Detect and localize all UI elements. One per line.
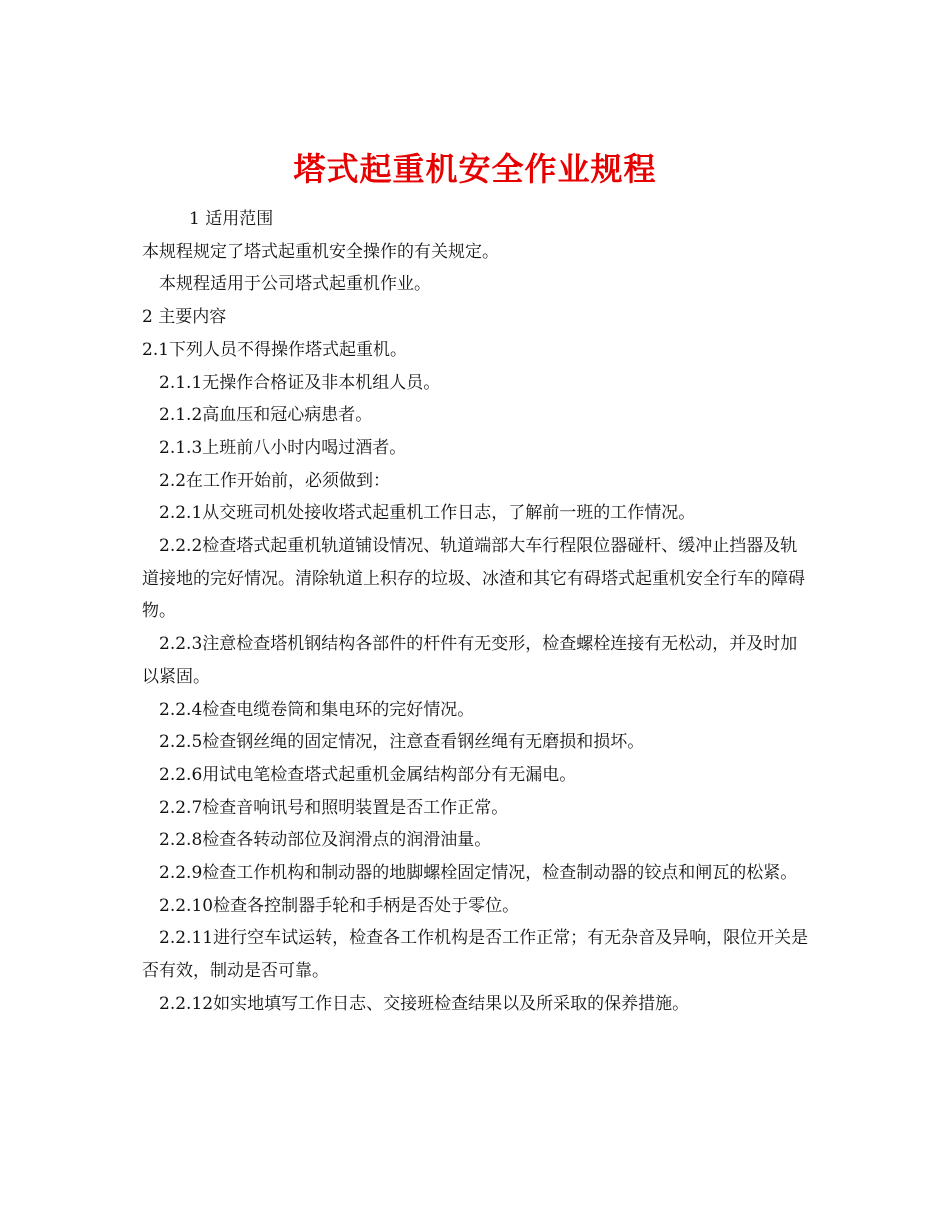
paragraph: 2.2.11进行空车试运转，检查各工作机构是否工作正常；有无杂音及异响，限位开关是否有效，制动是否可靠。: [142, 928, 809, 982]
section-heading-scope: 1 适用范围: [189, 209, 274, 229]
paragraph: 2.2.6用试电笔检查塔式起重机金属结构部分有无漏电。: [159, 764, 577, 785]
paragraph: 2.1下列人员不得操作塔式起重机。: [142, 339, 408, 360]
paragraph: 2.1.3上班前八小时内喝过酒者。: [159, 437, 407, 458]
paragraph: 2.2.7检查音响讯号和照明装置是否工作正常。: [159, 797, 509, 818]
paragraph: 2.2.10检查各控制器手轮和手柄是否处于零位。: [159, 895, 520, 916]
paragraph: 2.2.8检查各转动部位及润滑点的润滑油量。: [159, 830, 492, 851]
paragraph: 2.2在工作开始前，必须做到：: [159, 470, 391, 491]
paragraph: 2.1.1无操作合格证及非本机组人员。: [159, 372, 441, 393]
paragraph: 2.2.1从交班司机处接收塔式起重机工作日志，了解前一班的工作情况。: [159, 503, 696, 524]
paragraph: 本规程适用于公司塔式起重机作业。: [159, 274, 431, 295]
document-body: [142, 203, 814, 1021]
paragraph: 2.2.9检查工作机构和制动器的地脚螺栓固定情况，检查制动器的铰点和闸瓦的松紧。: [159, 863, 798, 884]
paragraph: 2.2.4检查电缆卷筒和集电环的完好情况。: [159, 699, 475, 720]
paragraph: 2.1.2高血压和冠心病患者。: [159, 405, 373, 426]
paragraph: 2.2.12如实地填写工作日志、交接班检查结果以及所采取的保养措施。: [159, 993, 690, 1014]
paragraph: 2.2.3注意检查塔机钢结构各部件的杆件有无变形，检查螺栓连接有无松动，并及时加以紧固。: [142, 634, 798, 687]
paragraph: 2.2.5检查钢丝绳的固定情况，注意查看钢丝绳有无磨损和损坏。: [159, 732, 645, 753]
document-title: 塔式起重机安全作业规程: [293, 150, 657, 189]
paragraph: 本规程规定了塔式起重机安全操作的有关规定。: [142, 241, 499, 262]
section-heading-main: 2 主要内容: [142, 307, 227, 328]
paragraph: 2.2.2检查塔式起重机轨道铺设情况、轨道端部大车行程限位器碰杆、缓冲止挡器及轨道接地的完好情况。清除轨道上积存的垃圾、冰渣和其它有碍塔式起重机安全行车的障碍物。: [142, 536, 805, 622]
